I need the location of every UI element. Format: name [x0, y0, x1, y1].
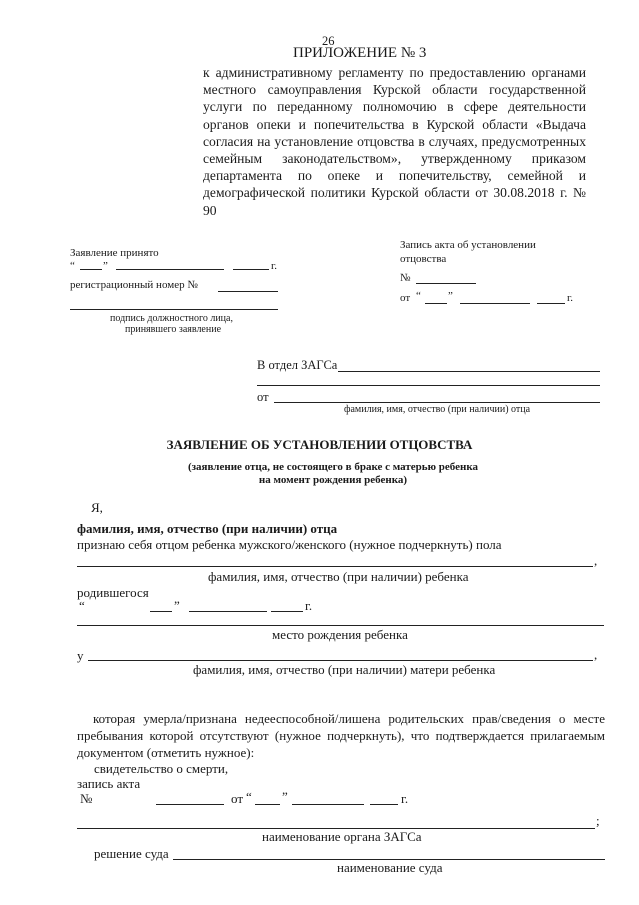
act-month-field[interactable] — [292, 804, 364, 805]
born-label: родившегося — [77, 585, 149, 600]
registry-office-caption: наименование органа ЗАГСа — [262, 829, 422, 844]
born-month-field[interactable] — [189, 611, 267, 612]
record-date-close-quote: ” — [448, 290, 453, 302]
accepted-month-field[interactable] — [116, 269, 224, 270]
registry-office-semicolon: ; — [596, 813, 600, 828]
child-name-field[interactable] — [77, 566, 593, 567]
at-label: у — [77, 648, 84, 663]
mother-name-caption: фамилия, имя, отчество (при наличии) матери ребенка — [193, 662, 496, 677]
act-year-field[interactable] — [370, 804, 398, 805]
child-name-comma: , — [594, 553, 598, 568]
recognize-text: признаю себя отцом ребенка мужского/женского (нужное подчеркнуть) пола — [77, 537, 502, 552]
record-day-field[interactable] — [425, 303, 447, 304]
record-label-1: Запись акта об установлении — [400, 239, 536, 251]
page-number: 26 — [322, 34, 335, 48]
i-label: Я, — [91, 500, 103, 515]
accepted-label: Заявление принято — [70, 247, 159, 259]
signature-caption-2: принявшего заявление — [125, 324, 222, 335]
signature-caption-1: подпись должностного лица, — [110, 313, 233, 324]
act-number-label: № — [80, 791, 93, 806]
death-certificate-label: свидетельство о смерти, — [94, 761, 229, 776]
record-number-field[interactable] — [416, 283, 476, 284]
to-office-label: В отдел ЗАГСа — [257, 358, 338, 372]
reg-number-label: регистрационный номер № — [70, 279, 198, 291]
regulation-text: к административному регламенту по предоставлению органами местного самоуправления Курской области государственной услуги по переданному полномочию в сфере деятельности органов опеки и попечительства в Курской области «Выдача согласия на установление отцовства в случаях, предусмотренных семейным законодательством», утвержденному приказом департамента по опеке и попечительству, семейной и демографической политики Курской области от 30.08.2018 г. № 90 — [203, 65, 586, 218]
born-date-open-quote: “ — [79, 598, 85, 613]
record-year-suffix: г. — [567, 292, 574, 304]
record-number-label: № — [400, 272, 411, 284]
record-date-open-quote: “ — [416, 290, 421, 302]
act-day-field[interactable] — [255, 804, 280, 805]
accepted-year-suffix: г. — [271, 260, 278, 272]
record-label-2: отцовства — [400, 253, 447, 265]
record-act-label: запись акта — [77, 776, 141, 791]
from-father-name-field[interactable] — [274, 402, 600, 403]
born-year-field[interactable] — [271, 611, 303, 612]
birthplace-caption: место рождения ребенка — [272, 627, 408, 642]
from-label: от — [257, 390, 269, 404]
father-name-caption: фамилия, имя, отчество (при наличии) отца — [77, 521, 338, 536]
accepted-day-field[interactable] — [80, 269, 102, 270]
born-day-field[interactable] — [150, 611, 172, 612]
record-year-field[interactable] — [537, 303, 565, 304]
mother-name-field[interactable] — [88, 660, 593, 661]
act-date-from-label: от — [231, 791, 244, 806]
mother-name-comma: , — [594, 647, 598, 662]
court-name-caption: наименование суда — [337, 860, 443, 875]
reg-number-field[interactable] — [218, 291, 278, 292]
birthplace-field[interactable] — [77, 625, 604, 626]
accepted-year-field[interactable] — [233, 269, 269, 270]
record-date-from-label: от — [400, 292, 411, 304]
act-date-close-quote: ” — [282, 789, 288, 804]
court-decision-label: решение суда — [94, 846, 169, 861]
child-name-caption: фамилия, имя, отчество (при наличии) ребенка — [208, 569, 469, 584]
circumstances-paragraph: которая умерла/признана недееспособной/лишена родительских прав/сведения о месте пребывания которой отсутствуют (нужное подчеркнуть), что подтверждается прилагаемым документом (отметить нужное): — [77, 711, 605, 760]
record-month-field[interactable] — [460, 303, 530, 304]
appendix-title: ПРИЛОЖЕНИЕ № 3 — [293, 45, 427, 61]
accepted-date-close-quote: ” — [103, 260, 108, 272]
born-year-suffix: г. — [305, 598, 313, 613]
from-caption: фамилия, имя, отчество (при наличии) отца — [344, 404, 531, 415]
form-title: ЗАЯВЛЕНИЕ ОБ УСТАНОВЛЕНИИ ОТЦОВСТВА — [166, 437, 473, 452]
registry-office-field[interactable] — [338, 371, 600, 372]
form-subtitle-2: на момент рождения ребенка) — [258, 474, 408, 486]
born-date-close-quote: ” — [174, 598, 180, 613]
act-year-suffix: г. — [401, 791, 409, 806]
act-number-field[interactable] — [156, 804, 224, 805]
act-date-open-quote: “ — [246, 789, 252, 804]
registry-office-field-2[interactable] — [257, 385, 600, 386]
form-subtitle-1: (заявление отца, не состоящего в браке с матерью ребенка — [187, 461, 479, 473]
accepted-date-open-quote: “ — [70, 260, 75, 272]
official-signature-field[interactable] — [70, 309, 278, 310]
